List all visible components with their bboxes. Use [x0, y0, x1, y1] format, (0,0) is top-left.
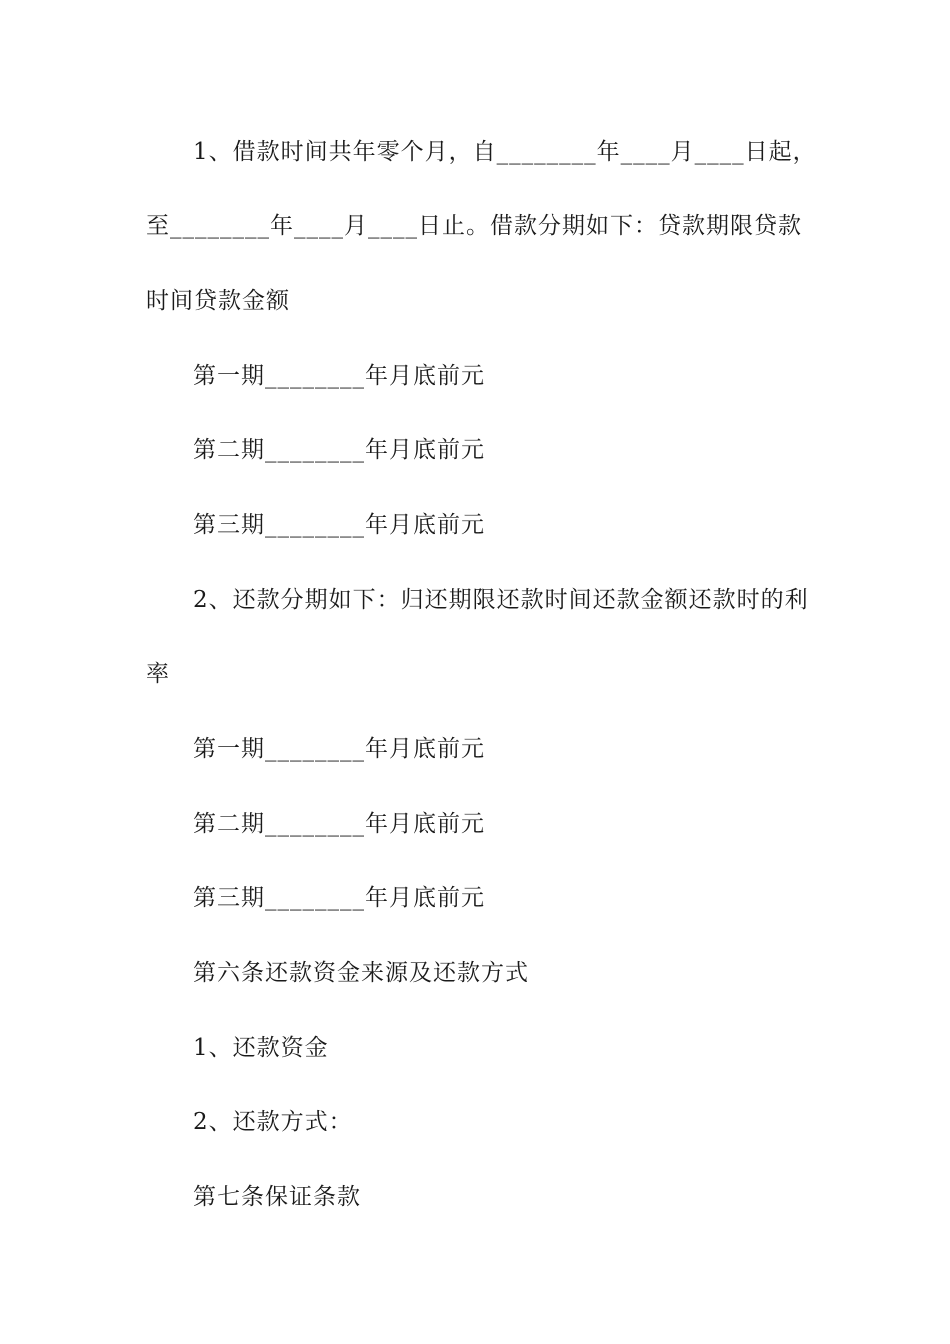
loan-installment-3: 第三期________年月底前元 — [193, 512, 485, 538]
repayment-installment-3: 第三期________年月底前元 — [193, 885, 485, 911]
loan-installment-2: 第二期________年月底前元 — [193, 437, 485, 463]
paragraph-loan-term: 1、借款时间共年零个月，自________年____月____日起， — [193, 139, 817, 165]
repayment-installment-2: 第二期________年月底前元 — [193, 811, 485, 837]
paragraph-repayment-schedule: 2、还款分期如下：归还期限还款时间还款金额还款时的利 — [193, 587, 809, 613]
paragraph-loan-term-end: 时间贷款金额 — [146, 288, 290, 314]
loan-installment-1: 第一期________年月底前元 — [193, 363, 485, 389]
repayment-installment-1: 第一期________年月底前元 — [193, 736, 485, 762]
repayment-funds-item: 1、还款资金 — [193, 1035, 329, 1061]
article-7-heading: 第七条保证条款 — [193, 1184, 361, 1210]
repayment-method-item: 2、还款方式： — [193, 1109, 353, 1135]
paragraph-loan-term-continued: 至________年____月____日止。借款分期如下：贷款期限贷款 — [146, 213, 802, 239]
paragraph-repayment-schedule-end: 率 — [146, 661, 170, 687]
article-6-heading: 第六条还款资金来源及还款方式 — [193, 960, 529, 986]
